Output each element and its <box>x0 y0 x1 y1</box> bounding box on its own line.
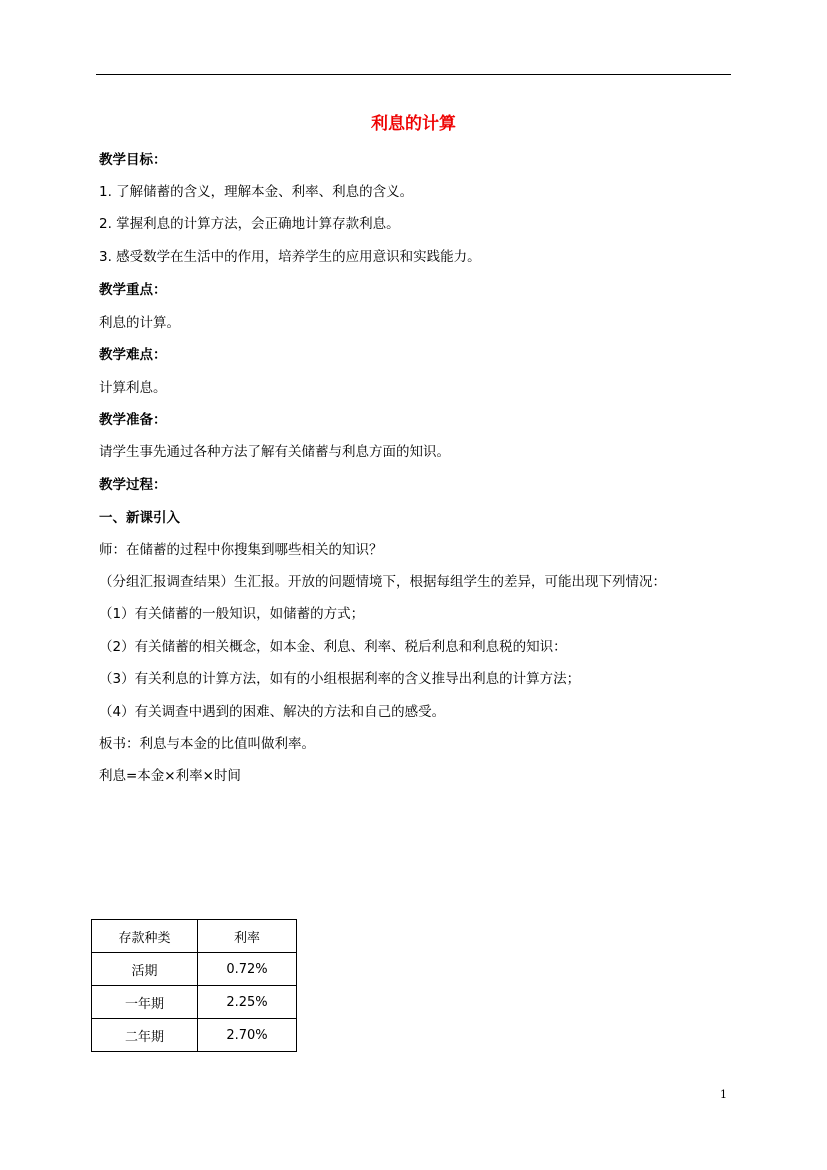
group-report: （分组汇报调查结果）生汇报。开放的问题情境下，根据每组学生的差异，可能出现下列情况： <box>99 574 666 590</box>
interest-rate-table <box>91 919 297 1052</box>
case-item-4: （4）有关调查中遇到的困难、解决的方法和自己的感受。 <box>99 704 446 720</box>
goal-item-3: 3. 感受数学在生活中的作用，培养学生的应用意识和实践能力。 <box>99 249 481 265</box>
table-header-row <box>92 920 297 953</box>
table-cell: 一年期 <box>92 986 198 1019</box>
case-item-3: （3）有关利息的计算方法，如有的小组根据利率的含义推导出利息的计算方法； <box>99 671 581 687</box>
header-rule <box>96 74 731 75</box>
process-heading: 教学过程： <box>99 477 167 493</box>
table-cell: 二年期 <box>92 1019 198 1052</box>
document-title: 利息的计算 <box>371 114 456 134</box>
case-item-1: （1）有关储蓄的一般知识，如储蓄的方式； <box>99 606 365 622</box>
intro-heading: 一、新课引入 <box>99 510 180 526</box>
table-row <box>92 986 297 1019</box>
board-note: 板书：利息与本金的比值叫做利率。 <box>99 736 315 752</box>
table-cell: 0.72% <box>198 953 297 986</box>
key-points-text: 利息的计算。 <box>99 315 180 331</box>
table-cell: 2.70% <box>198 1019 297 1052</box>
preparation-heading: 教学准备： <box>99 412 167 428</box>
table-header-cell: 存款种类 <box>92 920 198 953</box>
table-cell: 活期 <box>92 953 198 986</box>
table-row <box>92 953 297 986</box>
table-row <box>92 1019 297 1052</box>
case-item-2: （2）有关储蓄的相关概念，如本金、利息、利率、税后利息和利息税的知识： <box>99 639 567 655</box>
table-cell: 2.25% <box>198 986 297 1019</box>
goal-item-2: 2. 掌握利息的计算方法，会正确地计算存款利息。 <box>99 216 400 232</box>
key-points-heading: 教学重点： <box>99 282 167 298</box>
teacher-question: 师：在储蓄的过程中你搜集到哪些相关的知识？ <box>99 542 383 558</box>
difficult-points-heading: 教学难点： <box>99 347 167 363</box>
table-header-cell: 利率 <box>198 920 297 953</box>
interest-formula: 利息=本金×利率×时间 <box>99 768 241 784</box>
goals-heading: 教学目标： <box>99 152 167 168</box>
goal-item-1: 1. 了解储蓄的含义，理解本金、利率、利息的含义。 <box>99 184 414 200</box>
preparation-text: 请学生事先通过各种方法了解有关储蓄与利息方面的知识。 <box>99 444 450 460</box>
page-number: 1 <box>720 1088 727 1101</box>
difficult-points-text: 计算利息。 <box>99 380 167 396</box>
